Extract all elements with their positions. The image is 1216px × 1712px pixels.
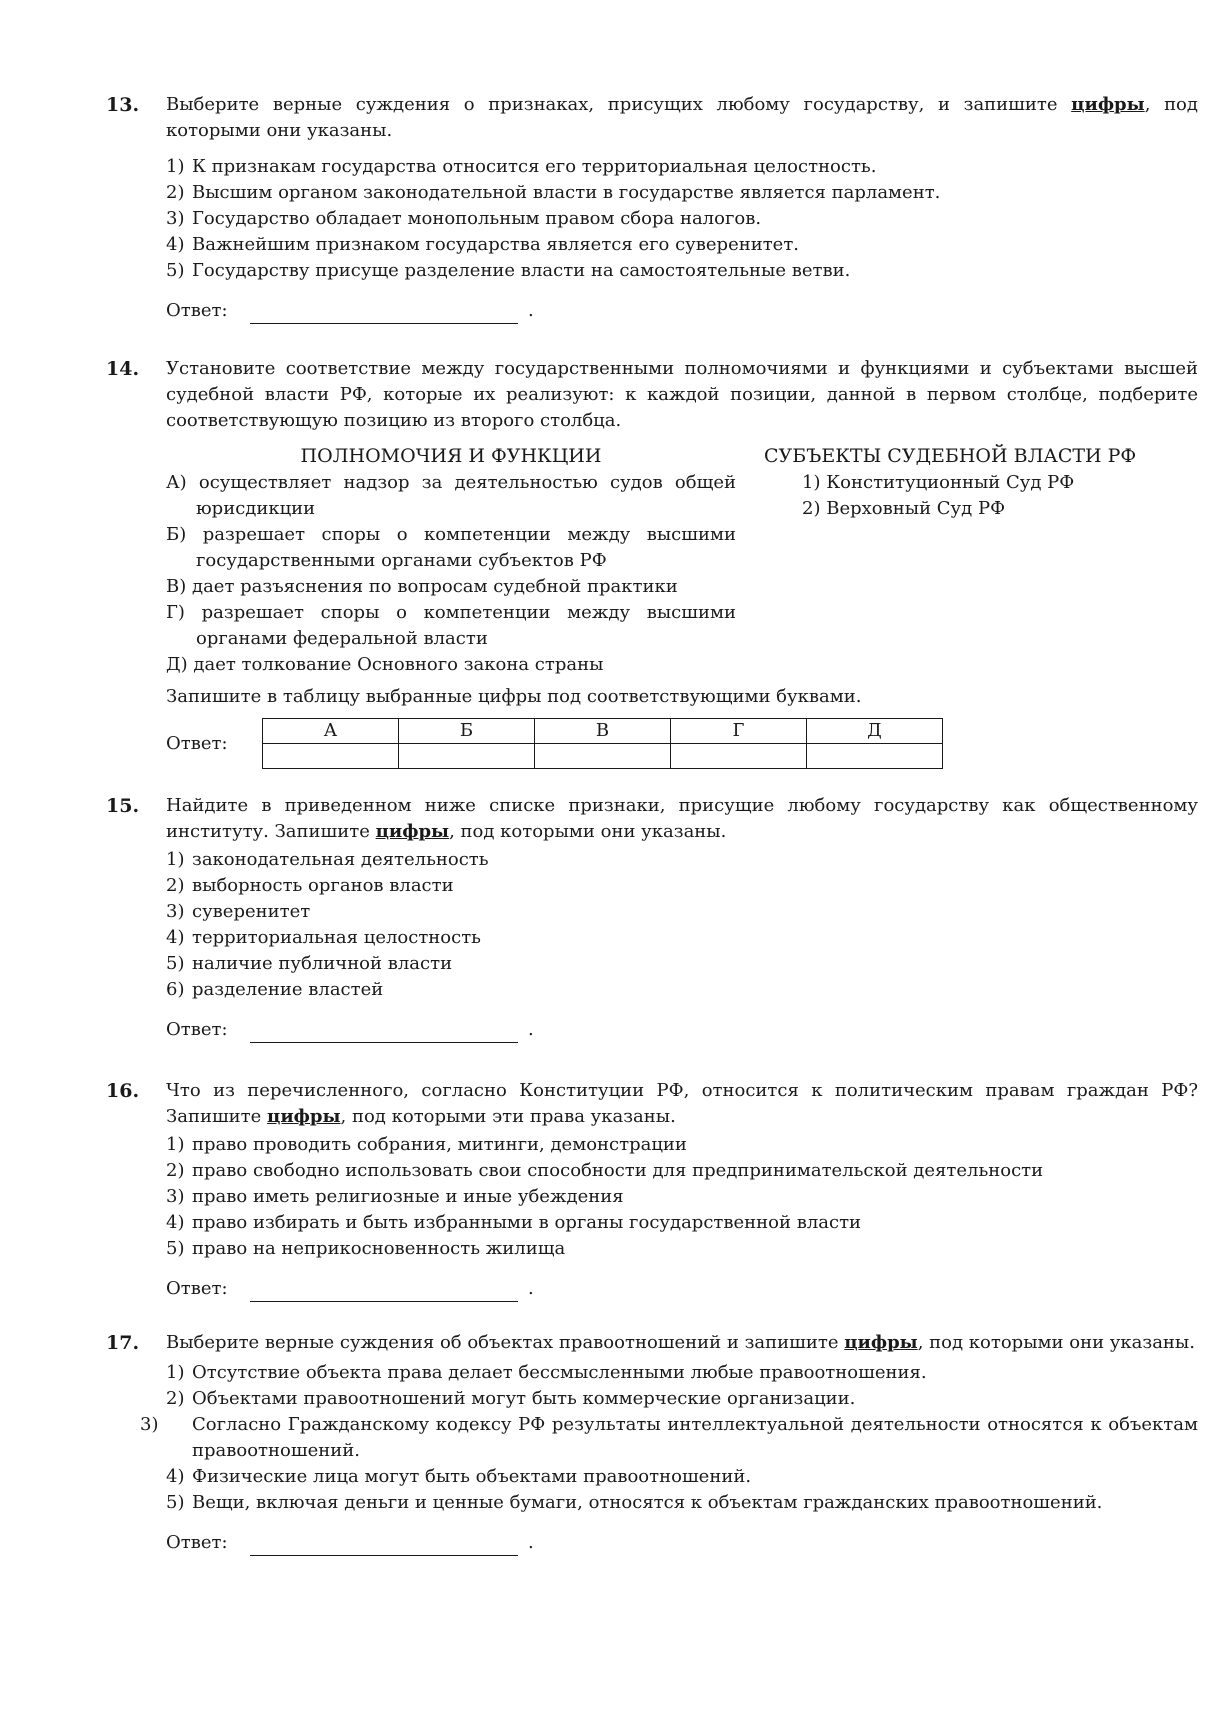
list-item: А) осуществляет надзор за деятельностью судов общей юрисдикции [166, 472, 736, 519]
list-item: 5) Государству присуще разделение власти на самостоятельные ветви. [166, 260, 851, 281]
list-item: 4) право избирать и быть избранными в органы государственной власти [166, 1212, 862, 1233]
list-item: 3) Государство обладает монопольным правом сбора налогов. [166, 208, 762, 229]
list-item: 1) законодательная деятельность [166, 849, 489, 870]
option-list [166, 847, 1198, 1003]
answer-cell[interactable] [399, 744, 535, 769]
table-header-cell: А [263, 719, 399, 744]
answer-cell[interactable] [263, 744, 399, 769]
list-item: 3) право иметь религиозные и иные убеждения [166, 1186, 624, 1207]
list-item: 2) Высшим органом законодательной власти в государстве является парламент. [166, 182, 941, 203]
task-number: 13. [106, 94, 140, 116]
list-item: В) дает разъяснения по вопросам судебной практики [166, 576, 678, 597]
left-column [166, 442, 736, 678]
list-item: 5) Вещи, включая деньги и ценные бумаги, относятся к объектам гражданских правоотношений. [166, 1492, 1103, 1513]
answer-row: Ответ: . [166, 298, 1198, 324]
list-item: Б) разрешает споры о компетенции между высшими государственными органами субъектов РФ [166, 524, 736, 571]
left-column-header: ПОЛНОМОЧИЯ И ФУНКЦИИ [300, 445, 602, 467]
table-header-cell: Б [399, 719, 535, 744]
list-item: 4) Физические лица могут быть объектами правоотношений. [166, 1466, 752, 1487]
list-item: 4) Важнейшим признаком государства является его суверенитет. [166, 234, 799, 255]
list-item: 2) Верховный Суд РФ [802, 498, 1006, 519]
answer-row: Ответ: . [166, 1276, 1198, 1302]
task-number: 14. [106, 358, 140, 380]
answer-field[interactable] [250, 1535, 518, 1556]
task-number: 15. [106, 795, 140, 817]
list-item: 1) Конституционный Суд РФ [802, 472, 1075, 493]
task-question: Найдите в приведенном ниже списке признаки, присущие любому государству как общественному институту. Запишите цифры, под которыми они указаны. [166, 795, 1198, 842]
list-item: 3) Согласно Гражданскому кодексу РФ результаты интеллектуальной деятельности относятся к объектам правоотношений. [140, 1414, 1198, 1461]
matching-columns [166, 442, 1198, 678]
task-number: 17. [106, 1332, 140, 1354]
answer-label: Ответ: [166, 300, 228, 321]
table-header-cell: Д [807, 719, 943, 744]
list-item: Г) разрешает споры о компетенции между высшими органами федеральной власти [166, 602, 736, 649]
table-instruction: Запишите в таблицу выбранные цифры под соответствующими буквами. [166, 686, 862, 707]
answer-cell[interactable] [535, 744, 671, 769]
task-question: Установите соответствие между государственными полномочиями и функциями и субъектами высшей судебной власти РФ, которые их реализуют: к каждой позиции, данной в первом столбце, подберите соответствующую позицию из второго столбца. [166, 358, 1198, 431]
task-question: Выберите верные суждения о признаках, присущих любому государству, и запишите цифры, под которыми они указаны. [166, 94, 1198, 141]
answer-cell[interactable] [671, 744, 807, 769]
answer-table [262, 718, 943, 769]
table-header-cell: Г [671, 719, 807, 744]
answer-field[interactable] [250, 303, 518, 324]
list-item: 1) К признакам государства относится его территориальная целостность. [166, 156, 877, 177]
answer-row: Ответ: . [166, 1017, 1198, 1043]
option-list [166, 154, 1198, 284]
list-item: 1) право проводить собрания, митинги, демонстрации [166, 1134, 687, 1155]
task-number: 16. [106, 1080, 140, 1102]
answer-row: Ответ: . [166, 1530, 1198, 1556]
list-item: 5) право на неприкосновенность жилища [166, 1238, 566, 1259]
list-item: 3) суверенитет [166, 901, 311, 922]
option-list [166, 1132, 1198, 1262]
answer-field[interactable] [250, 1281, 518, 1302]
answer-label: Ответ: [166, 1532, 228, 1553]
list-item: 2) выборность органов власти [166, 875, 454, 896]
right-column-header: СУБЪЕКТЫ СУДЕБНОЙ ВЛАСТИ РФ [764, 445, 1137, 467]
answer-label: Ответ: [166, 1019, 228, 1040]
list-item: 6) разделение властей [166, 979, 384, 1000]
list-item: 5) наличие публичной власти [166, 953, 453, 974]
answer-label: Ответ: [166, 1278, 228, 1299]
task-question: Что из перечисленного, согласно Конституции РФ, относится к политическим правам граждан РФ? Запишите цифры, под которыми эти права указаны. [166, 1080, 1198, 1127]
list-item: 2) Объектами правоотношений могут быть коммерческие организации. [166, 1388, 856, 1409]
answer-field[interactable] [250, 1022, 518, 1043]
table-header-cell: В [535, 719, 671, 744]
answer-row [166, 718, 1198, 769]
list-item: 4) территориальная целостность [166, 927, 481, 948]
list-item: 2) право свободно использовать свои способности для предпринимательской деятельности [166, 1160, 1044, 1181]
answer-label: Ответ: [166, 732, 228, 754]
list-item: 1) Отсутствие объекта права делает бессмысленными любые правоотношения. [166, 1362, 927, 1383]
task-question: Выберите верные суждения об объектах правоотношений и запишите цифры, под которыми они указаны. [166, 1332, 1195, 1353]
right-column [764, 442, 1136, 678]
answer-cell[interactable] [807, 744, 943, 769]
option-list [140, 1360, 1198, 1516]
list-item: Д) дает толкование Основного закона страны [166, 654, 604, 675]
